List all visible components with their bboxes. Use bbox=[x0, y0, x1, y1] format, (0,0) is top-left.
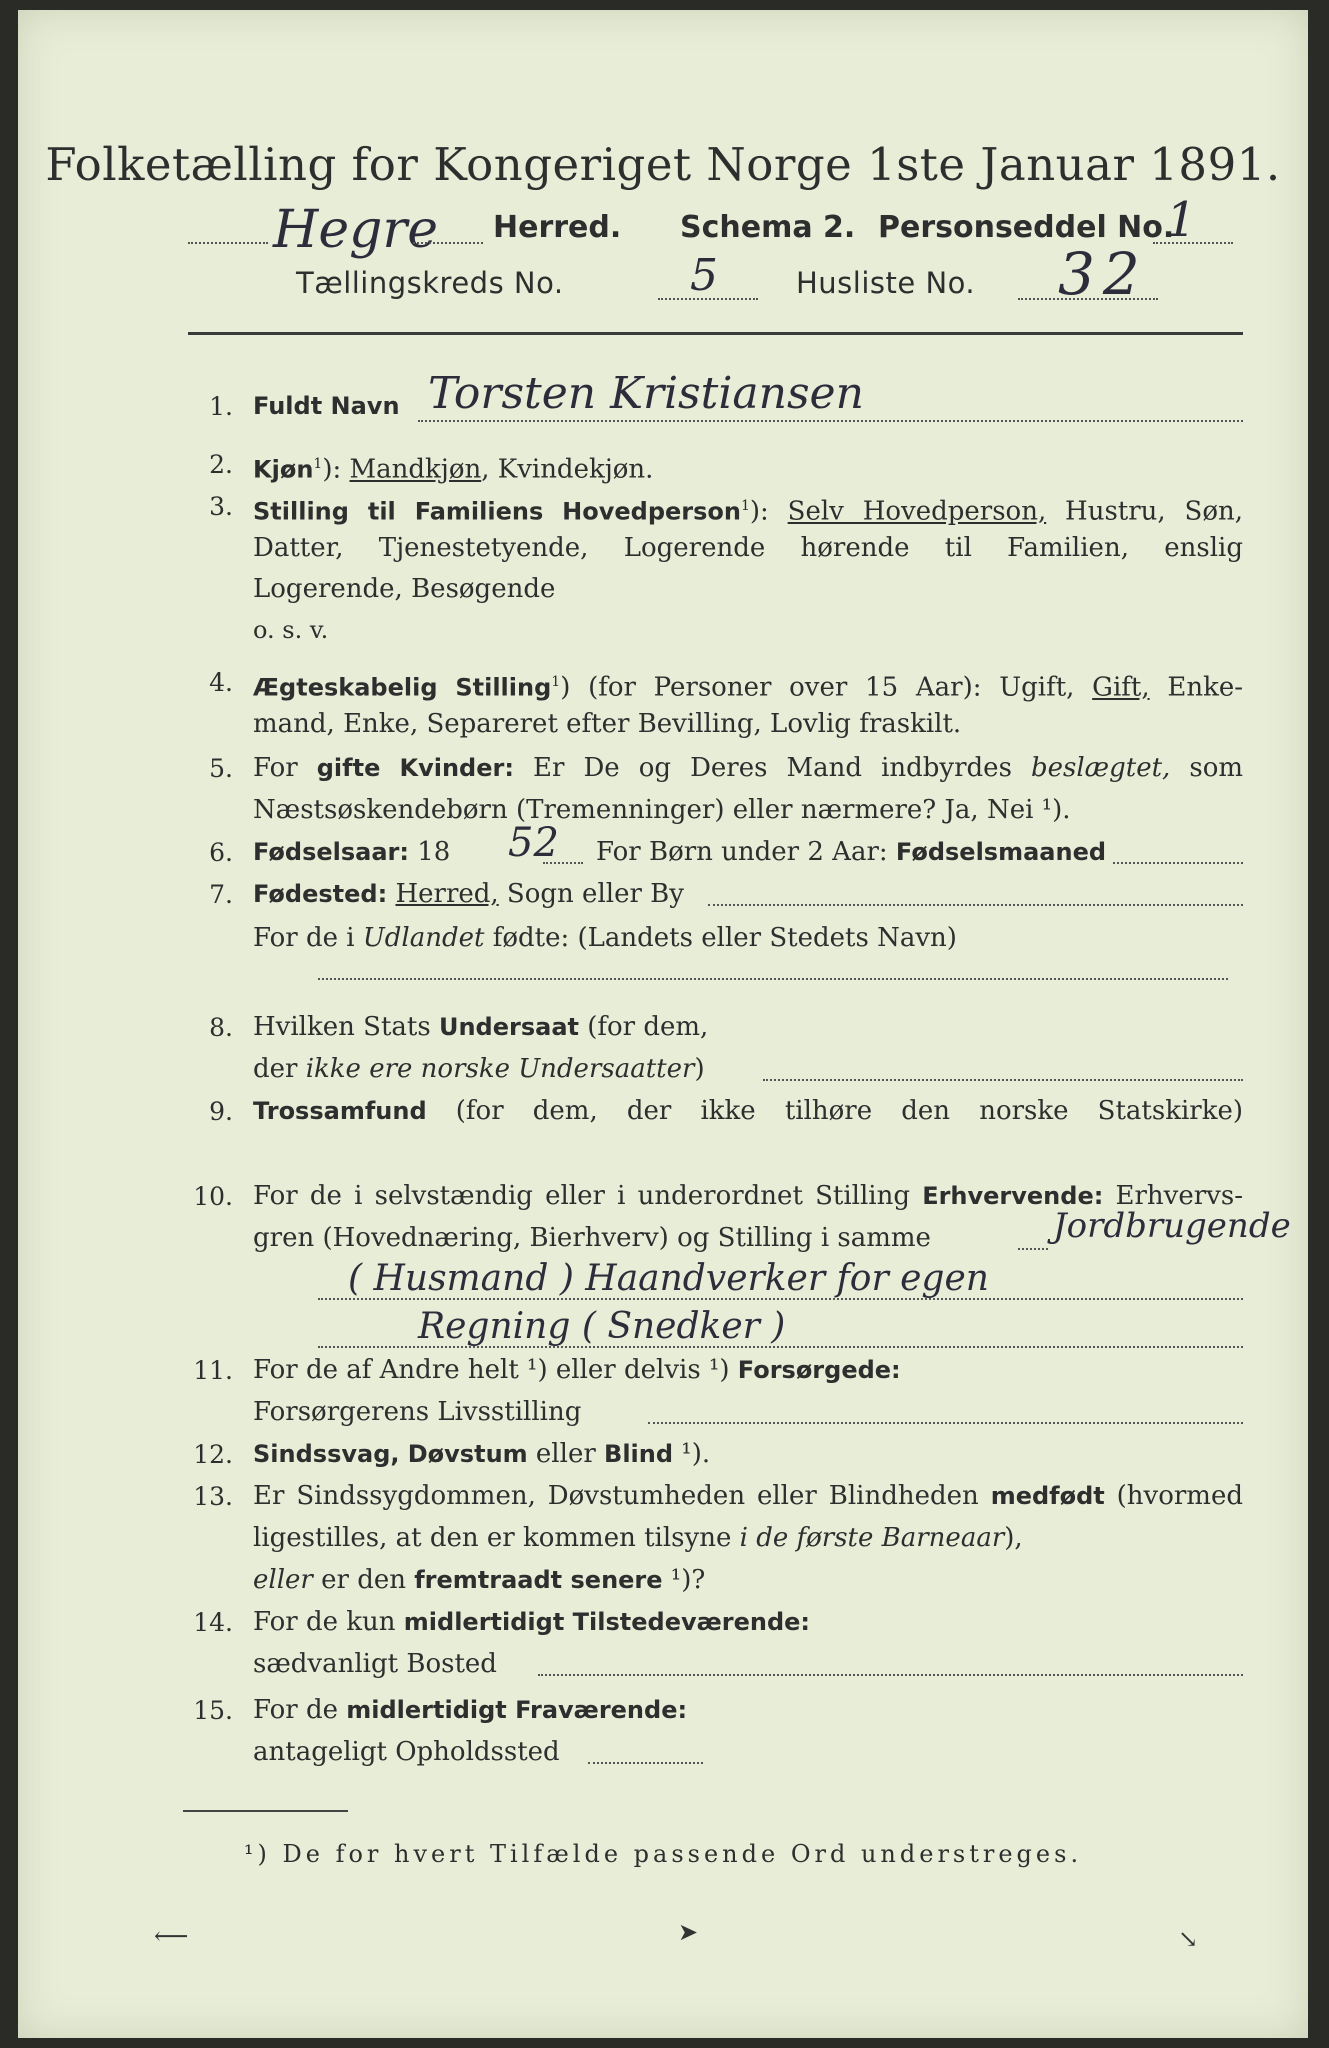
q10-handwritten-1: Jordbrugende bbox=[1053, 1206, 1291, 1246]
q15-number: 15. bbox=[193, 1696, 233, 1725]
q4-number: 4. bbox=[209, 668, 233, 697]
footnote-rule bbox=[183, 1810, 348, 1812]
husliste-handwritten: 32 bbox=[1058, 240, 1148, 308]
dotted-line bbox=[318, 1346, 1243, 1348]
q3-selected-option: Selv Hovedperson, bbox=[787, 496, 1047, 527]
kreds-handwritten: 5 bbox=[690, 250, 718, 301]
dotted-line bbox=[543, 862, 583, 864]
q14-label: midlertidigt Tilstedeværende: bbox=[403, 1608, 811, 1636]
herred-handwritten: Hegre bbox=[273, 200, 439, 260]
husliste-label: Husliste No. bbox=[796, 266, 976, 300]
footnote: ¹) De for hvert Tilfælde passende Ord understreges. bbox=[243, 1840, 1083, 1868]
q8-line-2 bbox=[253, 1051, 1243, 1087]
personseddel-label: Personseddel No. bbox=[878, 210, 1175, 245]
q4-line-1 bbox=[253, 664, 1243, 706]
q1-number: 1. bbox=[209, 392, 233, 421]
corner-mark-icon: ⟵ bbox=[154, 1922, 189, 1950]
q6-year-handwritten: 52 bbox=[508, 820, 559, 866]
footnote-ref: 1 bbox=[740, 498, 750, 514]
q6-number: 6. bbox=[209, 838, 233, 867]
q5-text: For bbox=[253, 753, 317, 783]
q4-selected-option: Gift, bbox=[1092, 672, 1150, 703]
q8-line-1 bbox=[253, 1009, 1243, 1045]
q3-line-4: o. s. v. bbox=[253, 616, 329, 644]
q13-italic: i de første Barneaar bbox=[739, 1523, 1005, 1553]
q12-number: 12. bbox=[193, 1440, 233, 1469]
q2-label: Kjøn bbox=[253, 455, 314, 484]
personseddel-handwritten: 1 bbox=[1166, 192, 1197, 248]
q13-line-3 bbox=[253, 1562, 1243, 1598]
q11-label: Forsørgede: bbox=[737, 1356, 901, 1384]
q5-italic: beslægtet, bbox=[1030, 753, 1171, 783]
q9-label: Trossamfund bbox=[253, 1097, 427, 1125]
q15-line-1 bbox=[253, 1692, 1243, 1728]
census-form-page bbox=[18, 10, 1308, 2038]
q7-number: 7. bbox=[209, 880, 233, 909]
q12-text: ¹). bbox=[673, 1439, 711, 1469]
q1-name-handwritten: Torsten Kristiansen bbox=[428, 368, 864, 419]
q12-text: eller bbox=[527, 1439, 605, 1469]
q2-option-kvindekjon: , Kvindekjøn. bbox=[481, 454, 654, 485]
q6-line-2 bbox=[596, 834, 1116, 870]
q7-text: For de i bbox=[253, 923, 363, 953]
q7-text: Sogn eller By bbox=[498, 879, 684, 909]
corner-mark-icon: ↘ bbox=[1178, 1925, 1199, 1953]
q15-label: midlertidigt Fraværende: bbox=[346, 1696, 688, 1724]
q13-label: medfødt bbox=[990, 1482, 1105, 1510]
footnote-ref: 1 bbox=[551, 674, 561, 690]
q13-line-1 bbox=[253, 1478, 1243, 1514]
q7-selected-option: Herred, bbox=[395, 879, 499, 909]
dotted-line bbox=[1018, 1248, 1048, 1250]
q5-text: som bbox=[1170, 753, 1243, 783]
dotted-line bbox=[318, 1298, 1243, 1300]
q13-text: (hvormed bbox=[1104, 1481, 1243, 1511]
dotted-line bbox=[588, 1762, 703, 1764]
q3-text: Hustru, Søn, bbox=[1046, 496, 1243, 527]
dotted-line bbox=[538, 1674, 1243, 1676]
kreds-label: Tællingskreds No. bbox=[296, 266, 564, 300]
q3-label: Stilling til Familiens Hovedperson bbox=[253, 497, 741, 526]
q15-text: For de bbox=[253, 1695, 347, 1725]
footnote-ref: 1 bbox=[313, 456, 323, 472]
q11-number: 11. bbox=[193, 1356, 233, 1385]
dotted-line bbox=[188, 242, 268, 244]
q10-text: Erhvervs- bbox=[1103, 1181, 1243, 1211]
q8-text: ) bbox=[694, 1054, 705, 1084]
q8-text: der bbox=[253, 1054, 306, 1084]
schema-label: Schema 2. bbox=[680, 210, 856, 245]
q12-label: Døvstum bbox=[407, 1440, 528, 1468]
dotted-line bbox=[418, 420, 1243, 422]
q5-label: gifte Kvinder: bbox=[316, 754, 514, 782]
q6-label-2: Fødselsmaaned bbox=[895, 838, 1107, 866]
q3-line-2: Datter, Tjenestetyende, Logerende hørende til Familien, enslig bbox=[253, 533, 1243, 563]
q8-italic: ikke ere norske Undersaatter bbox=[305, 1054, 695, 1084]
q13-text: ¹)? bbox=[662, 1565, 706, 1595]
dotted-line bbox=[1113, 862, 1243, 864]
dotted-line bbox=[1153, 242, 1233, 244]
q15-line-2: antageligt Opholdssted bbox=[253, 1737, 560, 1767]
header-rule bbox=[188, 332, 1243, 335]
q3-text: ): bbox=[749, 496, 769, 527]
q9-number: 9. bbox=[209, 1097, 233, 1126]
q7-italic: Udlandet bbox=[362, 923, 485, 953]
q8-number: 8. bbox=[209, 1013, 233, 1042]
q12-label: Sindssvag, bbox=[253, 1440, 400, 1468]
q5-line-1 bbox=[253, 750, 1243, 786]
q13-italic: eller bbox=[253, 1565, 313, 1595]
q14-line-2: sædvanligt Bosted bbox=[253, 1649, 497, 1679]
q13-text: ), bbox=[1004, 1523, 1023, 1553]
q10-handwritten-2: ( Husmand ) Haandverker for egen bbox=[348, 1258, 989, 1299]
q13-line-2 bbox=[253, 1520, 1243, 1556]
q3-line-3: Logerende, Besøgende bbox=[253, 574, 556, 604]
q5-text: Er De og Deres Mand indbyrdes bbox=[513, 753, 1031, 783]
q13-text: ligestilles, at den er kommen tilsyne bbox=[253, 1523, 740, 1553]
q4-text: ) (for Personer over 15 Aar): Ugift, bbox=[560, 672, 1093, 703]
q2-text: ): bbox=[322, 454, 350, 485]
q1-label: Fuldt Navn bbox=[253, 392, 400, 420]
q14-line-1 bbox=[253, 1604, 1243, 1640]
q11-line-2: Forsørgerens Livsstilling bbox=[253, 1397, 582, 1427]
dotted-line bbox=[413, 242, 483, 244]
center-mark-icon: ➤ bbox=[678, 1918, 699, 1946]
q5-line-2: Næstsøskendebørn (Tremenninger) eller nærmere? Ja, Nei ¹). bbox=[253, 795, 1071, 825]
q10-label: Erhvervende: bbox=[922, 1182, 1104, 1210]
q14-text: For de kun bbox=[253, 1607, 404, 1637]
q14-number: 14. bbox=[193, 1608, 233, 1637]
dotted-line bbox=[763, 1079, 1243, 1081]
q8-text: (for dem, bbox=[578, 1012, 709, 1042]
q10-number: 10. bbox=[193, 1182, 233, 1211]
q4-line-2: mand, Enke, Separeret efter Bevilling, Lovlig fraskilt. bbox=[253, 709, 962, 739]
dotted-line bbox=[658, 298, 758, 300]
q13-label: fremtraadt senere bbox=[414, 1566, 663, 1594]
herred-label: Herred. bbox=[493, 210, 622, 245]
q6-year-prefix: 18 bbox=[417, 837, 451, 867]
q11-text: For de af Andre helt ¹) eller delvis ¹) bbox=[253, 1355, 738, 1385]
q2-option-mandkjon: Mandkjøn bbox=[349, 454, 482, 485]
q2-line bbox=[253, 446, 1243, 488]
dotted-line bbox=[648, 1422, 1243, 1424]
q12-line bbox=[253, 1436, 1243, 1472]
q3-number: 3. bbox=[209, 492, 233, 521]
q7-label: Fødested: bbox=[253, 880, 388, 908]
form-title: Folketælling for Kongeriget Norge 1ste Januar 1891. bbox=[45, 138, 1281, 191]
dotted-line bbox=[708, 904, 1243, 906]
q6-label: Fødselsaar: bbox=[253, 838, 409, 866]
q2-number: 2. bbox=[209, 450, 233, 479]
q7-line-1 bbox=[253, 876, 1243, 912]
q10-line-2: gren (Hovednæring, Bierhverv) og Stilling i samme bbox=[253, 1223, 931, 1253]
q12-label: Blind bbox=[604, 1440, 674, 1468]
q4-label: Ægteskabelig Stilling bbox=[253, 673, 552, 702]
q10-text: For de i selvstændig eller i underordnet Stilling bbox=[253, 1181, 923, 1211]
q13-number: 13. bbox=[193, 1482, 233, 1511]
q13-text: er den bbox=[312, 1565, 415, 1595]
q3-line-1 bbox=[253, 488, 1243, 530]
q10-handwritten-3: Regning ( Snedker ) bbox=[418, 1306, 786, 1347]
q4-text: Enke- bbox=[1149, 672, 1243, 703]
q9-text: (for dem, der ikke tilhøre den norske Statskirke) bbox=[426, 1096, 1243, 1126]
q9-line bbox=[253, 1093, 1243, 1129]
dotted-line bbox=[1018, 298, 1158, 300]
q7-line-2 bbox=[253, 920, 1243, 956]
dotted-line bbox=[318, 978, 1228, 980]
q11-line-1 bbox=[253, 1352, 1243, 1388]
q13-text: Er Sindssygdommen, Døvstumheden eller Blindheden bbox=[253, 1481, 991, 1511]
q8-label: Undersaat bbox=[438, 1013, 579, 1041]
q5-number: 5. bbox=[209, 754, 233, 783]
q6-text: For Børn under 2 Aar: bbox=[596, 837, 888, 867]
q7-text: fødte: (Landets eller Stedets Navn) bbox=[484, 923, 957, 953]
q8-text: Hvilken Stats bbox=[253, 1012, 439, 1042]
